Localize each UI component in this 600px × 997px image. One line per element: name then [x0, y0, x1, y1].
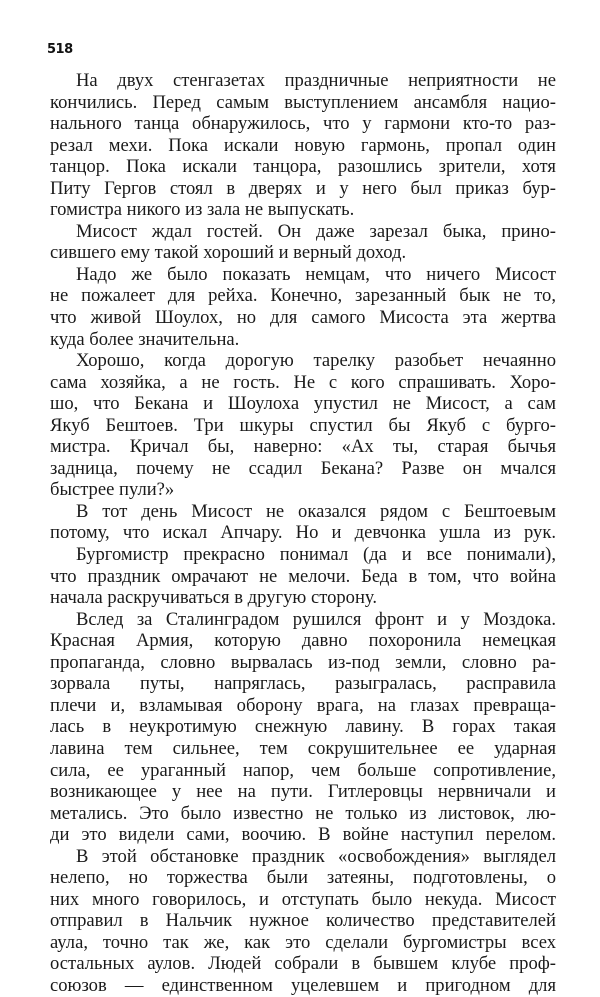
text-line: В этой обстановке праздник «освобождения» выглядел	[76, 845, 556, 867]
paragraph	[50, 70, 556, 221]
text-line: отправил в Нальчик нужное количество представителей	[50, 910, 556, 932]
paragraph	[50, 544, 556, 609]
text-line: задница, почему не ссадил Бекана? Разве он мчался	[50, 457, 556, 479]
text-line: гомистра никого из зала не выпускать.	[50, 199, 355, 221]
text-line: кончились. Перед самым выступлением ансамбля нацио-	[50, 91, 556, 113]
paragraph	[50, 846, 556, 997]
text-line: танцор. Пока искали танцора, разошлись зрители, хотя	[50, 156, 556, 178]
paragraph	[50, 264, 556, 350]
text-line: сила, ее ураганный напор, чем больше сопротивление,	[50, 759, 556, 781]
text-line: На двух стенгазетах праздничные неприятности не	[76, 70, 556, 91]
text-line: сама хозяйка, а не гость. Не с кого спрашивать. Хоро-	[50, 371, 556, 393]
text-line: потому, что искал Апчару. Но и девчонка ушла из рук.	[50, 522, 556, 544]
text-line: Красная Армия, которую давно похоронила немецкая	[50, 630, 556, 652]
text-line: Якуб Бештоев. Три шкуры спустил бы Якуб с бурго-	[50, 414, 556, 436]
text-line: Надо же было показать немцам, что ничего Мисост	[76, 263, 556, 285]
text-line: лавина тем сильнее, тем сокрушительнее ее ударная	[50, 737, 556, 759]
page-number: 518	[47, 42, 73, 57]
text-line: шо, что Бекана и Шоулоха упустил не Мисост, а сам	[50, 393, 556, 415]
text-line: аула, точно так же, как это сделали бургомистры всех	[50, 931, 556, 953]
text-line: резал мехи. Пока искали новую гармонь, пропал один	[50, 134, 556, 156]
text-body	[50, 70, 556, 997]
text-line: Питу Гергов стоял в дверях и у него был приказ бур-	[50, 177, 556, 199]
text-line: возникающее у нее на пути. Гитлеровцы нервничали и	[50, 781, 556, 803]
paragraph	[50, 221, 556, 264]
text-line: не пожалеет для рейха. Конечно, зарезанный бык не то,	[50, 285, 556, 307]
text-line: Хорошо, когда дорогую тарелку разобьет нечаянно	[76, 350, 556, 372]
text-line: них много говорилось, и отступать было некуда. Мисост	[50, 888, 556, 910]
text-line: начала раскручиваться в другую сторону.	[50, 587, 378, 609]
text-line: ди это видели сами, воочию. В войне наступил перелом.	[50, 824, 556, 846]
text-line: Вслед за Сталинградом рушился фронт и у Моздока.	[76, 608, 556, 630]
text-line: куда более значительна.	[50, 328, 240, 350]
text-line: мистра. Кричал бы, наверно: «Ах ты, старая бычья	[50, 436, 556, 458]
text-line: зорвала путы, напряглась, разыгралась, расправила	[50, 673, 556, 695]
text-line: что праздник омрачают не мелочи. Беда в том, что война	[50, 565, 556, 587]
text-line: сившего ему такой хороший и верный доход.	[50, 242, 407, 264]
text-line: быстрее пули?»	[50, 479, 175, 501]
text-line: пропаганда, словно вырвалась из-под земли, словно ра-	[50, 651, 556, 673]
paragraph	[50, 350, 556, 501]
text-line: В тот день Мисост не оказался рядом с Бештоевым	[76, 500, 556, 522]
paragraph	[50, 609, 556, 846]
text-line: Мисост ждал гостей. Он даже зарезал быка, прино-	[76, 220, 556, 242]
text-line: остальных аулов. Людей собрали в бывшем клубе проф-	[50, 953, 556, 975]
text-line: что живой Шоулох, но для самого Мисоста эта жертва	[50, 307, 556, 329]
text-line: Бургомистр прекрасно понимал (да и все понимали),	[76, 544, 556, 566]
paragraph	[50, 501, 556, 544]
text-line: нального танца обнаружилось, что у гармони кто-то раз-	[50, 113, 556, 135]
text-line: союзов — единственном уцелевшем и пригодном для	[50, 974, 556, 996]
text-line: нелепо, но торжества были затеяны, подготовлены, о	[50, 867, 556, 889]
text-line: плечи и, взламывая оборону врага, на глазах превраща-	[50, 694, 556, 716]
text-line: лась в неукротимую снежную лавину. В горах такая	[50, 716, 556, 738]
text-line: метались. Это было известно не только из листовок, лю-	[50, 802, 556, 824]
